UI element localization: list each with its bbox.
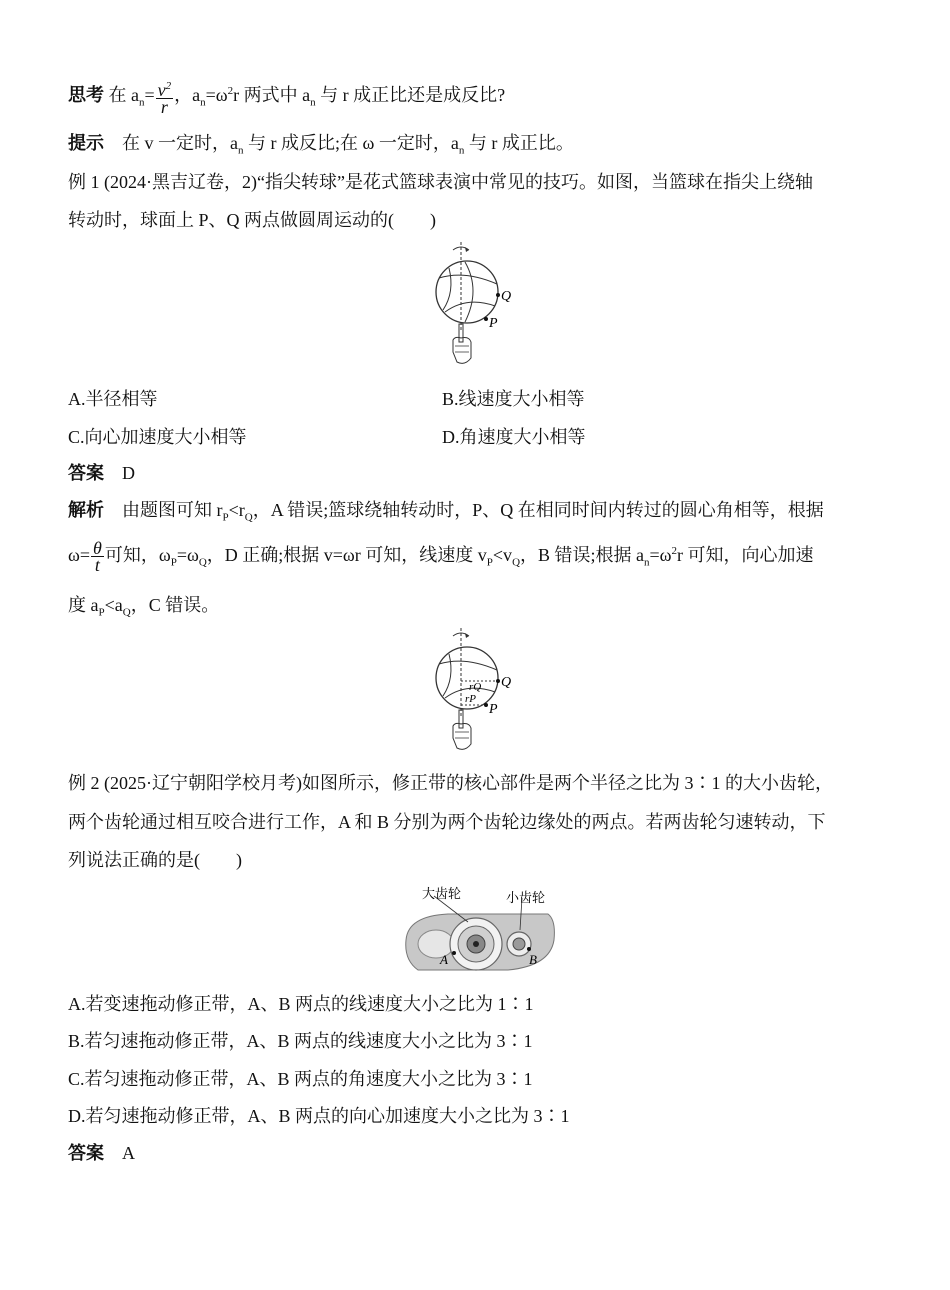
example2-option-c: C.若匀速拖动修正带，A、B 两点的角速度大小之比为 3∶1 bbox=[68, 1069, 533, 1089]
point-P-label: P bbox=[489, 316, 498, 331]
v2-over-r-fraction: $\frac{v^2}{r}$ bbox=[157, 80, 172, 118]
example2-stem-line3: 列说法正确的是( ) bbox=[68, 850, 242, 870]
example1-option-a: A.半径相等 bbox=[68, 389, 158, 409]
example1-analysis-line1: 解析 由题图可知 $r_P<r_Q$，A 错误;篮球绕轴转动时，P、Q 在相同时间内转过的圆心角相等，根据 bbox=[68, 500, 824, 524]
theta-over-t-fraction: $\frac{\theta}{t}$ bbox=[93, 538, 102, 576]
small-gear-label: 小齿轮 bbox=[506, 890, 546, 905]
think-label: 思考 bbox=[68, 85, 104, 105]
example1-analysis-line2: ω= $\frac{\theta}{t}$ 可知，$\omega_P=\omega_Q$，D 正确;根据 v=ωr 可知，线速度 $v_P<v_Q$，B 错误;根据 $a_n=\omega^2r$ 可知，向心加速 bbox=[68, 538, 814, 576]
basketball-figure bbox=[425, 240, 525, 370]
example1-stem-line2: 转动时，球面上 P、Q 两点做圆周运动的( ) bbox=[68, 210, 436, 230]
point-B-label: B bbox=[529, 952, 537, 967]
example2-option-a: A.若变速拖动修正带，A、B 两点的线速度大小之比为 1∶1 bbox=[68, 994, 534, 1014]
analysis-label: 解析 bbox=[68, 500, 104, 520]
point-Q-label: Q bbox=[501, 289, 512, 304]
basketball-radius-figure bbox=[425, 626, 525, 756]
example2-answer: 答案 A bbox=[68, 1143, 135, 1163]
radius-P-label: rP bbox=[465, 693, 476, 705]
example1-analysis-line3: 度 $a_P<a_Q$，C 错误。 bbox=[68, 595, 220, 619]
example1-option-d: D.角速度大小相等 bbox=[442, 427, 586, 447]
correction-tape-figure bbox=[398, 880, 558, 976]
hint-line: 提示 在 v 一定时，$a_n$ 与 r 成反比;在 ω 一定时，$a_n$ 与 r 成正比。 bbox=[68, 133, 574, 157]
example2-stem-line2: 两个齿轮通过相互咬合进行工作，A 和 B 分别为两个齿轮边缘处的两点。若两齿轮匀速转动，下 bbox=[68, 812, 826, 832]
example2-option-b: B.若匀速拖动修正带，A、B 两点的线速度大小之比为 3∶1 bbox=[68, 1031, 533, 1051]
point-P-label-2: P bbox=[489, 702, 498, 717]
example1-option-b: B.线速度大小相等 bbox=[442, 389, 585, 409]
hint-label: 提示 bbox=[68, 133, 104, 153]
example2-option-d: D.若匀速拖动修正带，A、B 两点的向心加速度大小之比为 3∶1 bbox=[68, 1106, 570, 1126]
point-A-label: A bbox=[440, 952, 448, 967]
point-Q-label-2: Q bbox=[501, 675, 512, 690]
example1-option-c: C.向心加速度大小相等 bbox=[68, 427, 247, 447]
example1-stem-line1: 例 1 (2024·黑吉辽卷，2)“指尖转球”是花式篮球表演中常见的技巧。如图，当篮球在指尖上绕轴 bbox=[68, 172, 813, 192]
think-question: 思考 在 $a_n=$ $\frac{v^2}{r}$ ，$a_n=\omega^2r$ 两式中 $a_n$ 与 r 成正比还是成反比? bbox=[68, 80, 506, 118]
radius-Q-label: rQ bbox=[469, 681, 482, 693]
example2-stem-line1: 例 2 (2025·辽宁朝阳学校月考)如图所示，修正带的核心部件是两个半径之比为 3∶1 的大小齿轮， bbox=[68, 773, 833, 793]
example1-answer: 答案 D bbox=[68, 463, 135, 483]
big-gear-label: 大齿轮 bbox=[422, 886, 462, 901]
